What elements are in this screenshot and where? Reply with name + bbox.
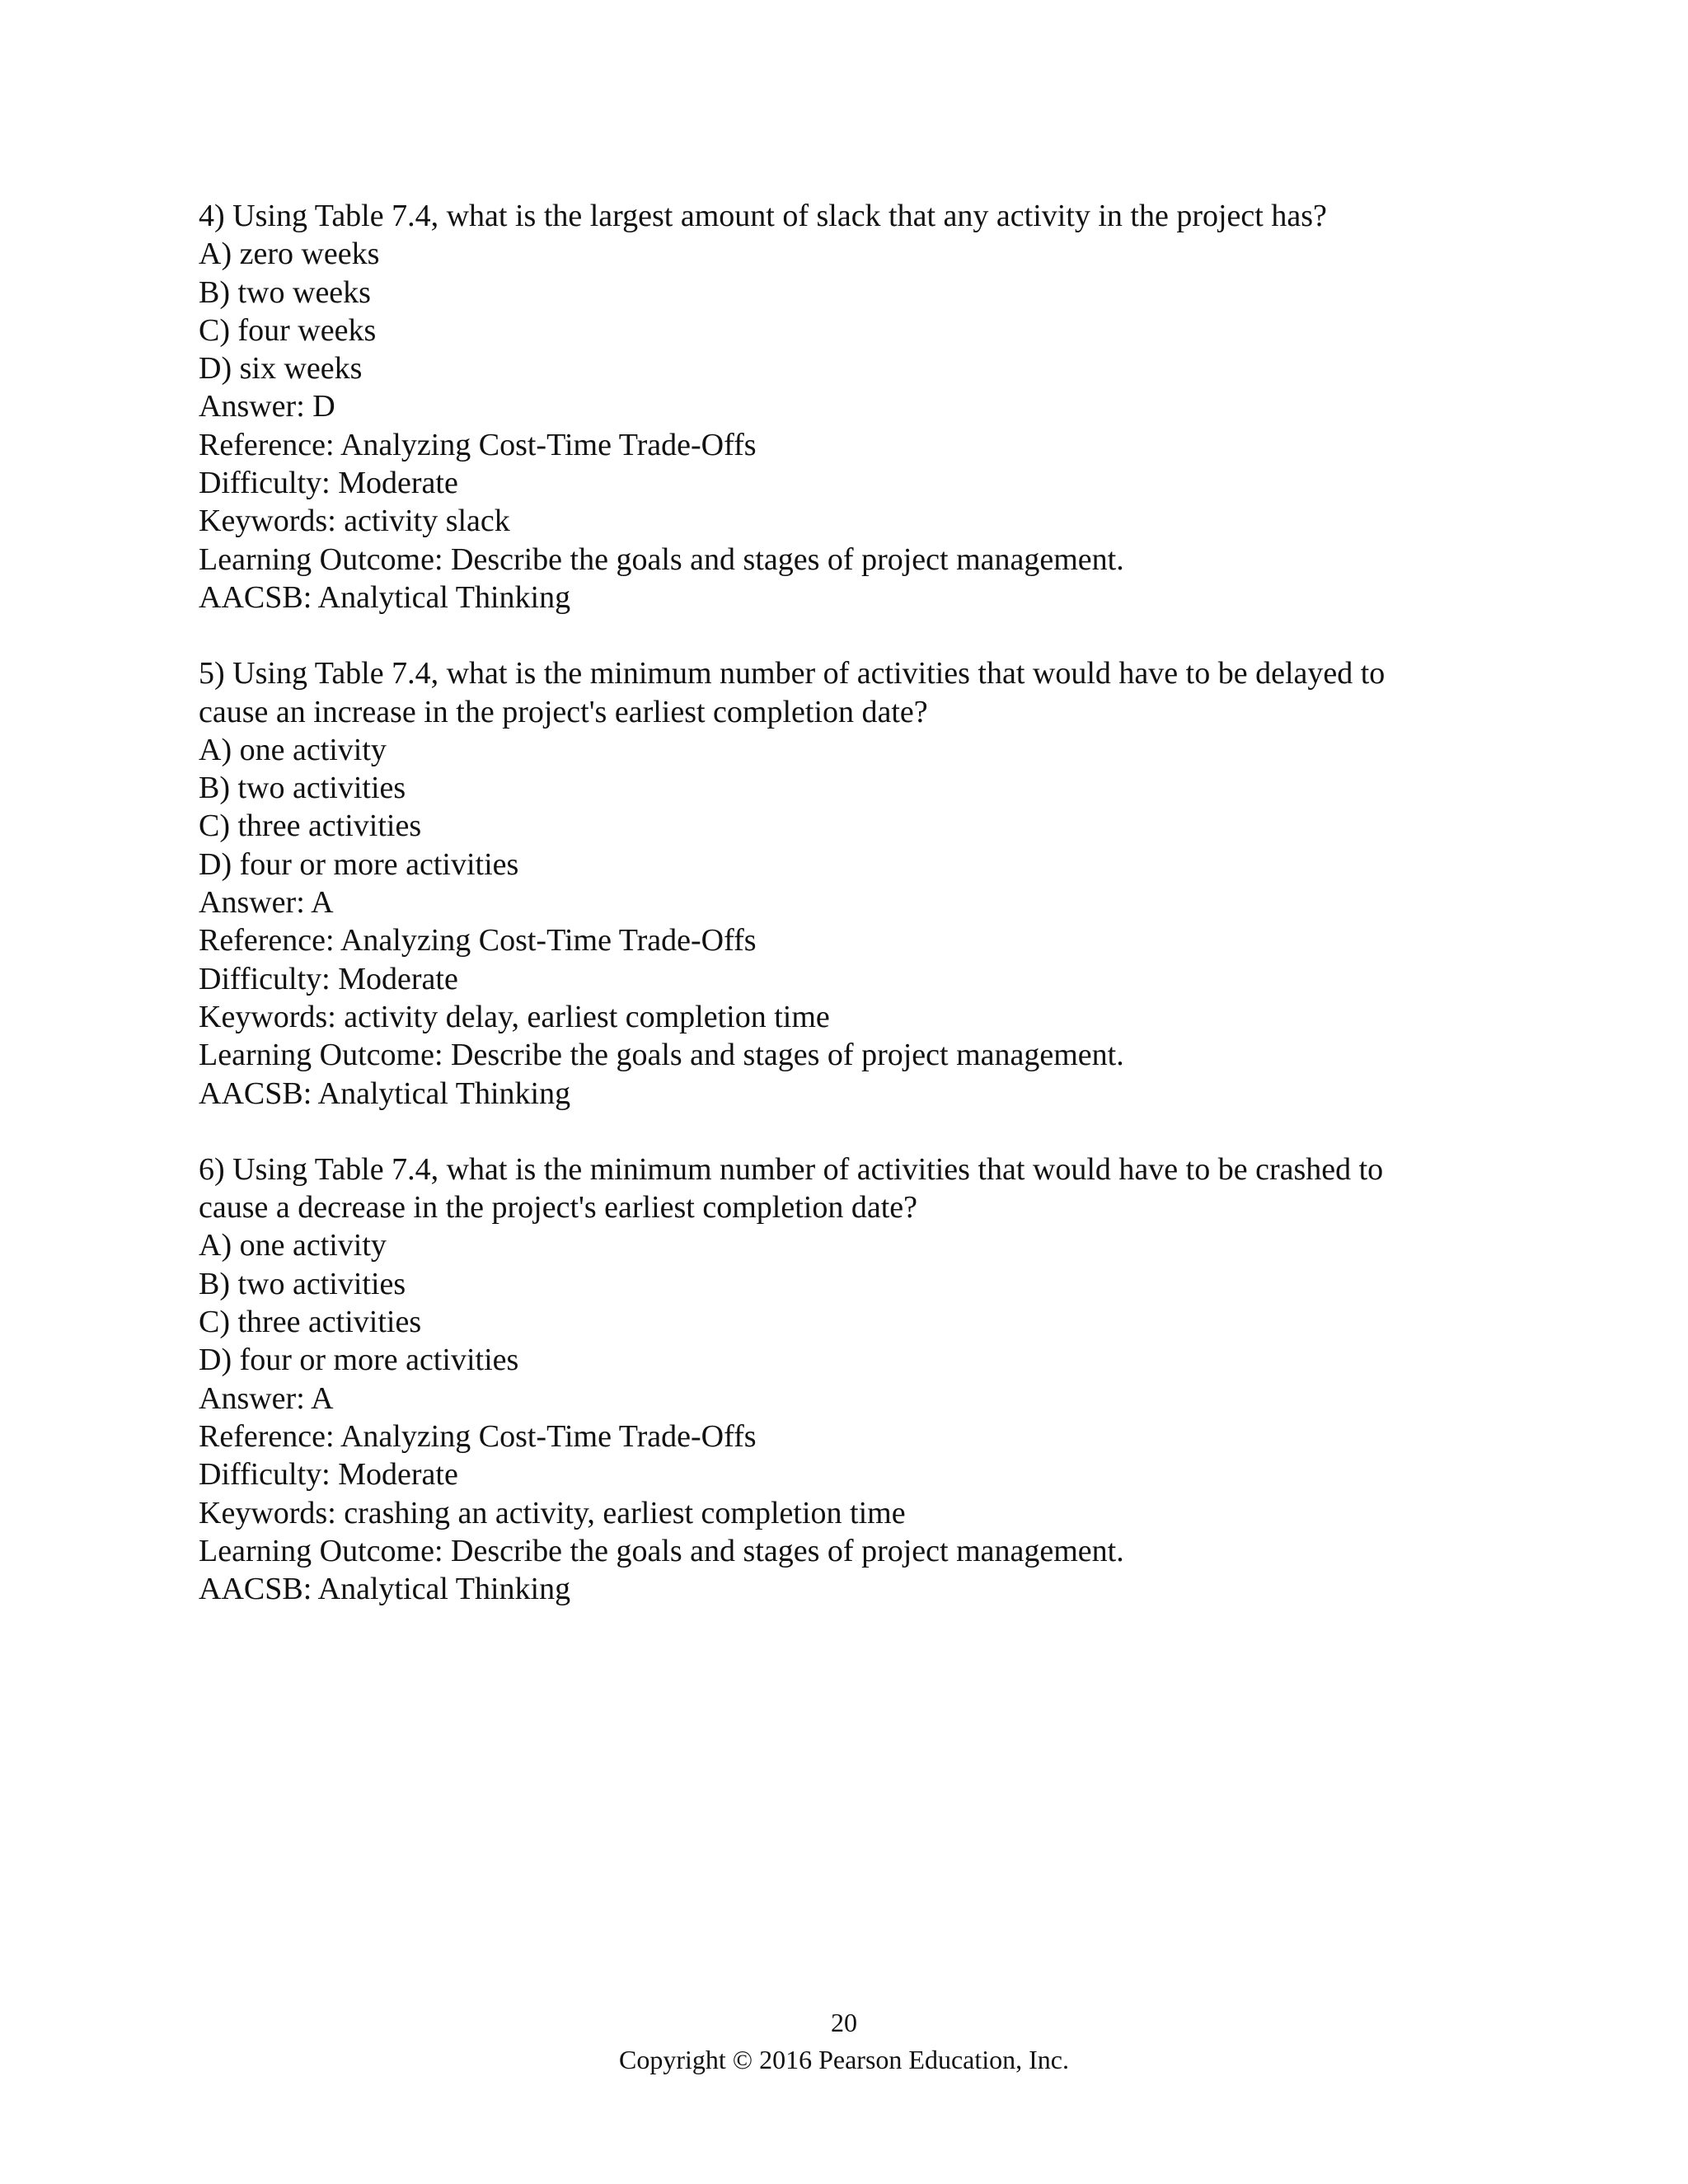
- difficulty: Difficulty: Moderate: [199, 961, 458, 996]
- keywords: Keywords: activity delay, earliest completion time: [199, 999, 830, 1034]
- option-a: A) one activity: [199, 732, 387, 767]
- question-text-line-2: cause an increase in the project's earliest completion date?: [199, 694, 928, 729]
- answer: Answer: A: [199, 885, 334, 921]
- keywords: Keywords: activity slack: [199, 504, 510, 539]
- option-b: B) two activities: [199, 1266, 406, 1301]
- option-c: C) three activities: [199, 808, 422, 844]
- learning-outcome: Learning Outcome: Describe the goals and stages of project management.: [199, 1038, 1124, 1073]
- option-c: C) three activities: [199, 1305, 422, 1340]
- question-6: [199, 1151, 1484, 1609]
- difficulty: Difficulty: Moderate: [199, 466, 458, 501]
- copyright-notice: Copyright © 2016 Pearson Education, Inc.: [619, 2045, 1069, 2074]
- page-content: [199, 197, 1484, 1646]
- option-a: A) zero weeks: [199, 237, 380, 272]
- option-c: C) four weeks: [199, 312, 377, 348]
- page-number: 20: [831, 2008, 857, 2037]
- aacsb: AACSB: Analytical Thinking: [199, 579, 571, 615]
- answer: Answer: D: [199, 389, 335, 424]
- learning-outcome: Learning Outcome: Describe the goals and stages of project management.: [199, 1533, 1124, 1568]
- question-text-line-1: 6) Using Table 7.4, what is the minimum number of activities that would have to be crashed to: [199, 1151, 1384, 1187]
- option-d: D) four or more activities: [199, 1343, 519, 1378]
- difficulty: Difficulty: Moderate: [199, 1457, 458, 1493]
- option-b: B) two activities: [199, 771, 406, 806]
- option-a: A) one activity: [199, 1228, 387, 1263]
- keywords: Keywords: crashing an activity, earliest completion time: [199, 1495, 906, 1530]
- question-5: [199, 654, 1484, 1113]
- option-b: B) two weeks: [199, 274, 371, 310]
- answer: Answer: A: [199, 1380, 334, 1416]
- question-text-line-1: 5) Using Table 7.4, what is the minimum number of activities that would have to be delayed to: [199, 656, 1386, 691]
- question-4: [199, 197, 1484, 616]
- learning-outcome: Learning Outcome: Describe the goals and stages of project management.: [199, 541, 1124, 577]
- question-text: 4) Using Table 7.4, what is the largest amount of slack that any activity in the project has?: [199, 199, 1327, 233]
- aacsb: AACSB: Analytical Thinking: [199, 1572, 571, 1607]
- reference: Reference: Analyzing Cost-Time Trade-Offs: [199, 427, 757, 462]
- aacsb: AACSB: Analytical Thinking: [199, 1076, 571, 1111]
- option-d: D) four or more activities: [199, 846, 519, 882]
- reference: Reference: Analyzing Cost-Time Trade-Offs: [199, 923, 757, 958]
- question-text-line-2: cause a decrease in the project's earliest completion date?: [199, 1190, 917, 1226]
- option-d: D) six weeks: [199, 351, 363, 387]
- reference: Reference: Analyzing Cost-Time Trade-Offs: [199, 1418, 757, 1454]
